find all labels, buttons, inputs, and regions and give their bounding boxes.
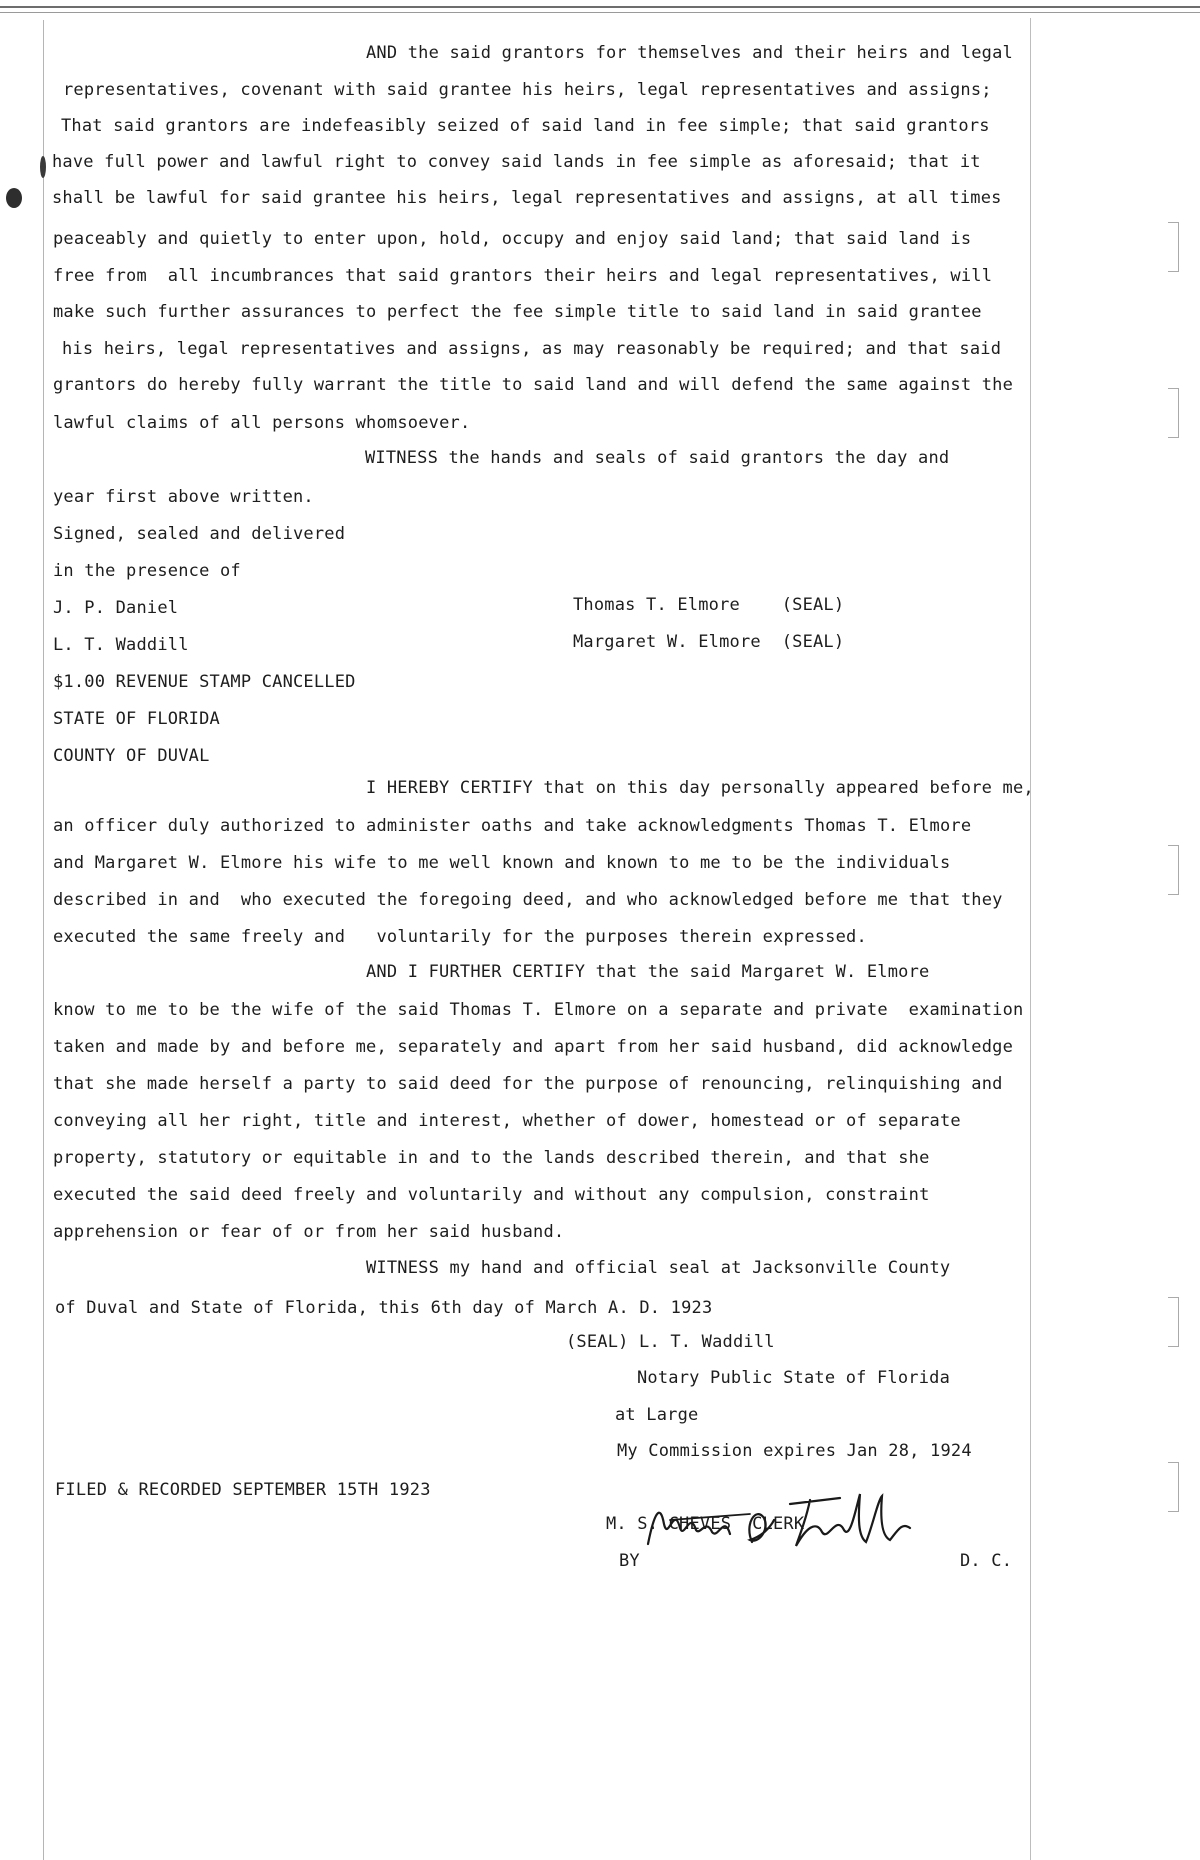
revenue-stamp: $1.00 REVENUE STAMP CANCELLED <box>53 672 356 692</box>
margin-bracket <box>1168 388 1179 438</box>
notary-line: at Large <box>615 1405 699 1425</box>
deputy-clerk-label: D. C. <box>960 1551 1013 1571</box>
further-certify-line: apprehension or fear of or from her said husband. <box>53 1222 565 1242</box>
further-certify-line: taken and made by and before me, separately and apart from her said husband, did acknowledge <box>53 1037 1014 1057</box>
witness-name: J. P. Daniel <box>53 598 179 618</box>
covenant-line: free from all incumbrances that said grantors their heirs and legal representatives, will <box>53 266 993 286</box>
further-certify-line: AND I FURTHER CERTIFY that the said Margaret W. Elmore <box>366 962 930 982</box>
witness-line: Signed, sealed and delivered <box>53 524 346 544</box>
certify-line: I HEREBY CERTIFY that on this day personally appeared before me, <box>366 778 1034 798</box>
state-heading: STATE OF FLORIDA <box>53 709 220 729</box>
further-certify-line: that she made herself a party to said deed for the purpose of renouncing, relinquishing and <box>53 1074 1003 1094</box>
covenant-line: have full power and lawful right to convey said lands in fee simple as aforesaid; that it <box>52 152 981 172</box>
further-certify-line: know to me to be the wife of the said Thomas T. Elmore on a separate and private examination <box>53 1000 1024 1020</box>
deputy-clerk-signature <box>640 1484 940 1554</box>
notary-line: Notary Public State of Florida <box>637 1368 951 1388</box>
official-witness-line: of Duval and State of Florida, this 6th day of March A. D. 1923 <box>55 1298 713 1318</box>
covenant-line: make such further assurances to perfect the fee simple title to said land in said grantee <box>53 302 982 322</box>
margin-bracket <box>1168 845 1179 895</box>
notary-line: (SEAL) L. T. Waddill <box>566 1332 775 1352</box>
margin-bracket <box>1168 1462 1179 1512</box>
grantor-signature: Thomas T. Elmore (SEAL) <box>573 595 845 615</box>
certify-line: described in and who executed the foregoing deed, and who acknowledged before me that they <box>53 890 1003 910</box>
further-certify-line: executed the said deed freely and voluntarily and without any compulsion, constraint <box>53 1185 930 1205</box>
top-border-rule <box>0 6 1200 8</box>
covenant-line: shall be lawful for said grantee his heirs, legal representatives and assigns, at all times <box>52 188 1002 208</box>
covenant-line: AND the said grantors for themselves and their heirs and legal <box>366 43 1013 63</box>
covenant-line: grantors do hereby fully warrant the title to said land and will defend the same against the <box>53 375 1014 395</box>
right-margin-rule <box>1030 18 1031 1860</box>
margin-bracket <box>1168 222 1179 272</box>
binding-mark <box>40 156 46 178</box>
witness-name: L. T. Waddill <box>53 635 189 655</box>
margin-bracket <box>1168 1297 1179 1347</box>
by-label: BY <box>619 1551 640 1571</box>
covenant-line: his heirs, legal representatives and assigns, as may reasonably be required; and that said <box>62 339 1002 359</box>
covenant-line: peaceably and quietly to enter upon, hold, occupy and enjoy said land; that said land is <box>53 229 972 249</box>
covenant-line: That said grantors are indefeasibly seized of said land in fee simple; that said grantors <box>61 116 990 136</box>
county-heading: COUNTY OF DUVAL <box>53 746 210 766</box>
binding-hole <box>6 188 22 208</box>
certify-line: and Margaret W. Elmore his wife to me well known and known to me to be the individuals <box>53 853 951 873</box>
covenant-line: lawful claims of all persons whomsoever. <box>53 413 471 433</box>
covenant-line: representatives, covenant with said grantee his heirs, legal representatives and assigns; <box>63 80 992 100</box>
left-margin-rule <box>43 20 44 1860</box>
notary-line: My Commission expires Jan 28, 1924 <box>617 1441 972 1461</box>
grantor-signature: Margaret W. Elmore (SEAL) <box>573 632 845 652</box>
certify-line: an officer duly authorized to administer oaths and take acknowledgments Thomas T. Elmore <box>53 816 972 836</box>
official-witness-line: WITNESS my hand and official seal at Jacksonville County <box>366 1258 951 1278</box>
witness-line: WITNESS the hands and seals of said grantors the day and <box>365 448 950 468</box>
certify-line: executed the same freely and voluntarily for the purposes therein expressed. <box>53 927 867 947</box>
filed-recorded-line: FILED & RECORDED SEPTEMBER 15TH 1923 <box>55 1480 431 1500</box>
clerk-name: M. S. CHEVES CLERK <box>606 1514 805 1534</box>
witness-line: in the presence of <box>53 561 241 581</box>
witness-line: year first above written. <box>53 487 314 507</box>
further-certify-line: conveying all her right, title and interest, whether of dower, homestead or of separate <box>53 1111 961 1131</box>
top-border-rule-thin <box>0 12 1200 13</box>
further-certify-line: property, statutory or equitable in and to the lands described therein, and that she <box>53 1148 930 1168</box>
